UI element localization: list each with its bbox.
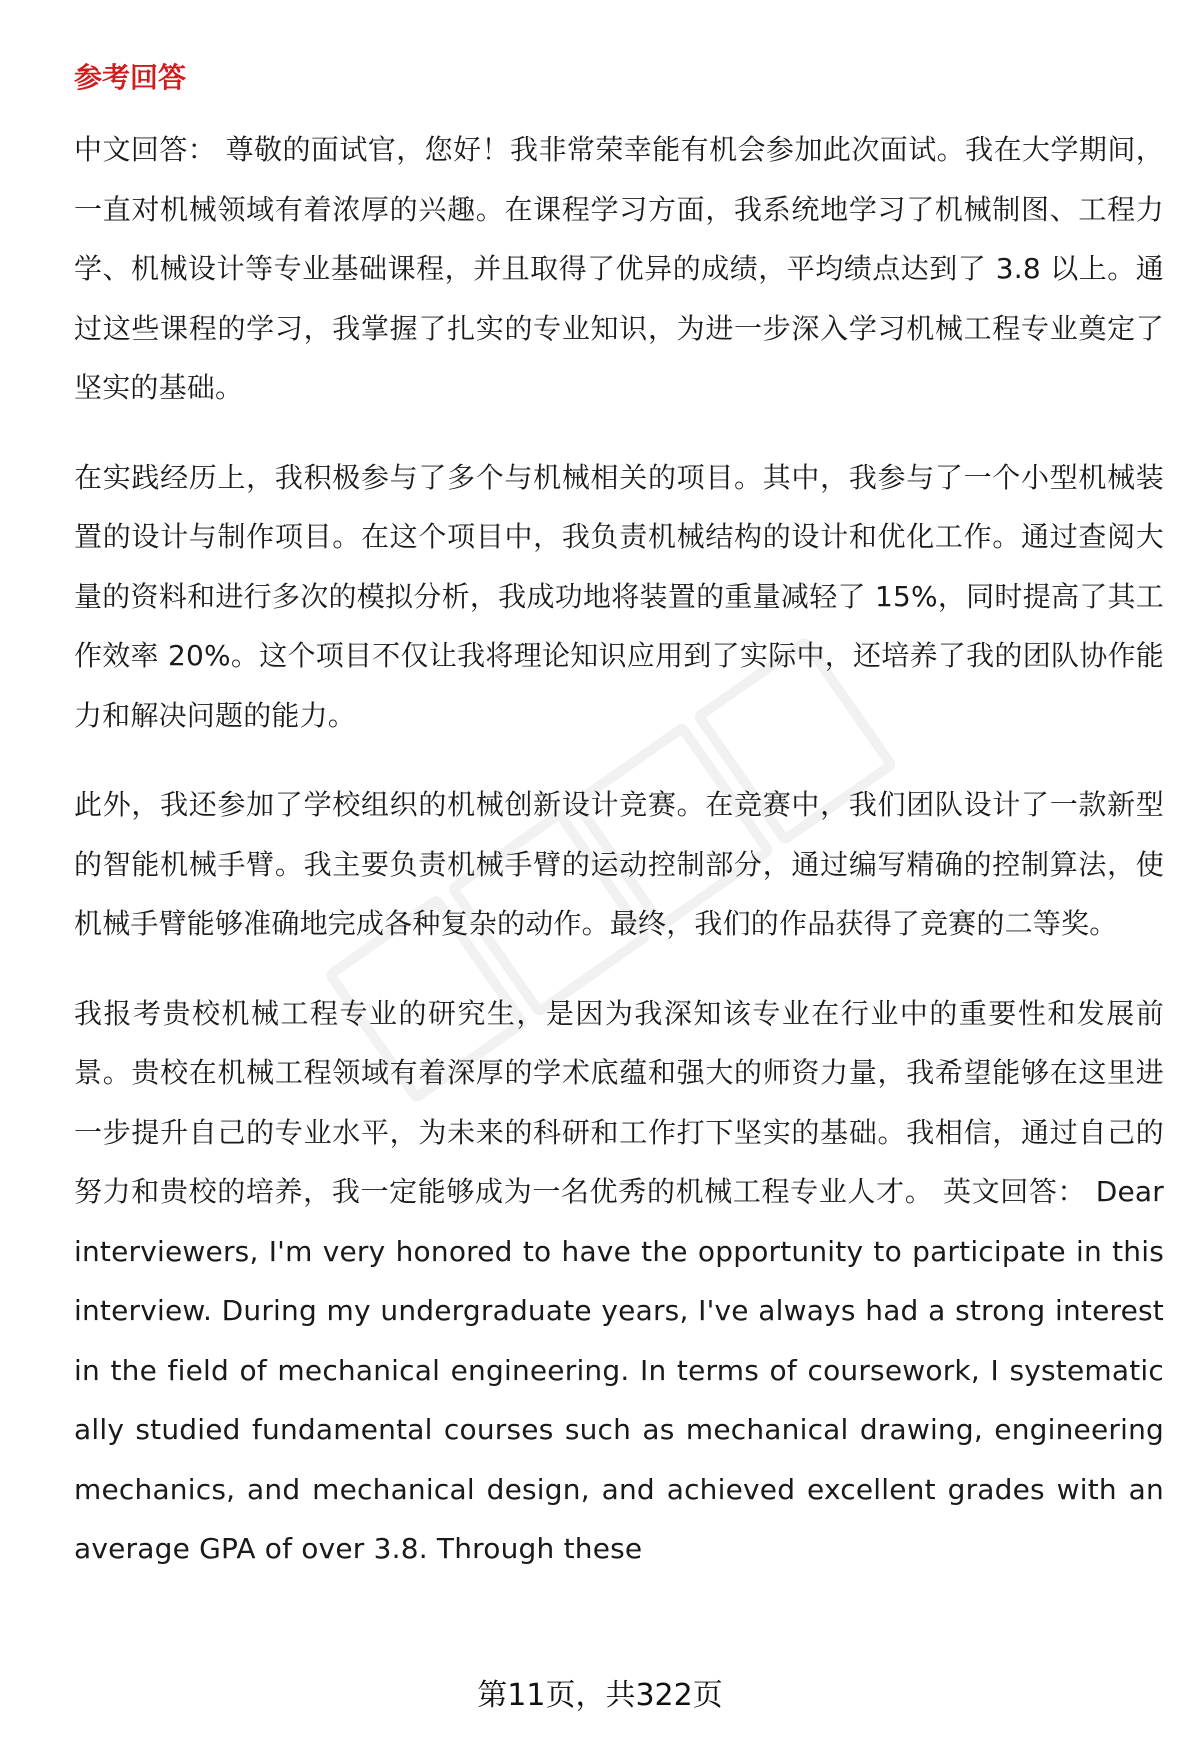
section-heading: 参考回答 <box>74 61 187 94</box>
paragraph-intro: 中文回答： 尊敬的面试官，您好！我非常荣幸能有机会参加此次面试。我在大学期间，一直对机械领域有着浓厚的兴趣。在课程学习方面，我系统地学习了机械制图、工程力学、机械设计等专业基础课程，并且取得了优异的成绩，平均绩点达到了 3.8 以上。通过这些课程的学习，我掌握了扎实的专业知识，为进一步深入学习机械工程专业奠定了坚实的基础。 <box>74 133 1164 404</box>
paragraph-motivation: 我报考贵校机械工程专业的研究生，是因为我深知该专业在行业中的重要性和发展前景。贵校在机械工程领域有着深厚的学术底蕴和强大的师资力量，我希望能够在这里进一步提升自己的专业水平，为未来的科研和工作打下坚实的基础。我相信，通过自己的努力和贵校的培养，我一定能够成为一名优秀的机械工程专业人才。 英文回答： Dear interviewers, I'm very honored to have the opportunity to participate in this interview. During my undergraduate years, I've always had a strong interest in the field of mechanical engineering. In terms of coursework, I systematically studied fundamental courses such as mechanical drawing, engineering mechanics, and mechanical design, and achieved excellent grades with an average GPA of over 3.8. Through these <box>74 996 1164 1565</box>
paragraph-practice: 在实践经历上，我积极参与了多个与机械相关的项目。其中，我参与了一个小型机械装置的设计与制作项目。在这个项目中，我负责机械结构的设计和优化工作。通过查阅大量的资料和进行多次的模拟分析，我成功地将装置的重量减轻了 15%，同时提高了其工作效率 20%。这个项目不仅让我将理论知识应用到了实际中，还培养了我的团队协作能力和解决问题的能力。 <box>74 460 1164 732</box>
page-number: 第11页，共322页 <box>477 1678 723 1713</box>
document-body <box>74 58 1164 1609</box>
paragraph-competition: 此外，我还参加了学校组织的机械创新设计竞赛。在竞赛中，我们团队设计了一款新型的智能机械手臂。我主要负责机械手臂的运动控制部分，通过编写精确的控制算法，使机械手臂能够准确地完成各种复杂的动作。最终，我们的作品获得了竞赛的二等奖。 <box>74 788 1164 940</box>
